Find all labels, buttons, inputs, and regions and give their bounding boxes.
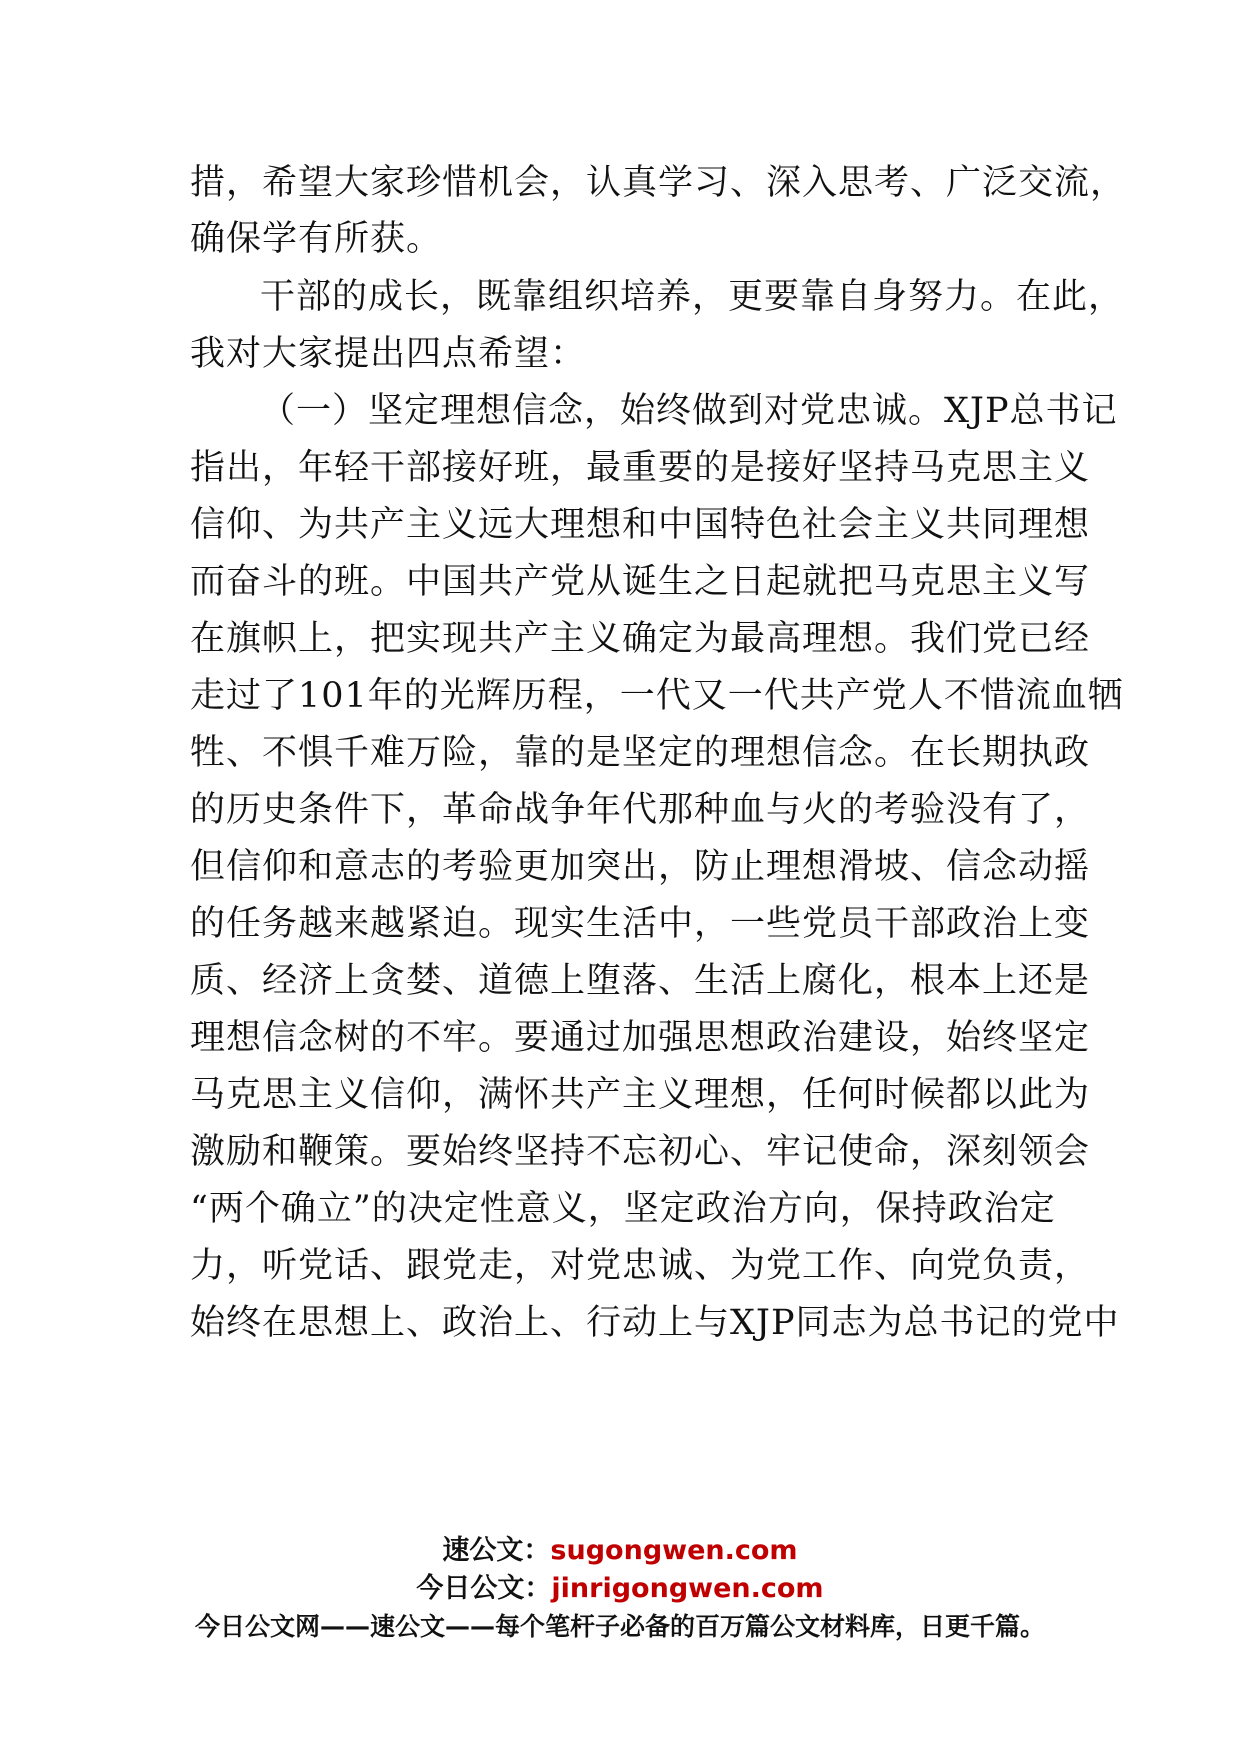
jinrigongwen-link[interactable]: jinrigongwen.com bbox=[551, 1573, 824, 1604]
footer-label: 今日公文： bbox=[416, 1573, 552, 1604]
body-text-line: 信仰、为共产主义远大理想和中国特色社会主义共同理想 bbox=[190, 505, 1091, 545]
body-text-line: 确保学有所获。 bbox=[190, 219, 443, 259]
body-text-line: 牲、不惧千难万险，靠的是坚定的理想信念。在长期执政 bbox=[190, 733, 1091, 773]
footer-sugongwen bbox=[0, 1532, 1240, 1570]
footer-label: 速公文： bbox=[442, 1535, 551, 1566]
body-text-line: 力，听党话、跟党走，对党忠诚、为党工作、向党负责， bbox=[190, 1246, 1091, 1286]
sugongwen-link[interactable]: sugongwen.com bbox=[550, 1535, 798, 1566]
body-text-line: 理想信念树的不牢。要通过加强思想政治建设，始终坚定 bbox=[190, 1018, 1091, 1058]
footer-tagline: 今日公文网——速公文——每个笔杆子必备的百万篇公文材料库，日更千篇。 bbox=[194, 1612, 1045, 1641]
footer-jinrigongwen bbox=[0, 1570, 1240, 1608]
body-text-line: 而奋斗的班。中国共产党从诞生之日起就把马克思主义写 bbox=[190, 562, 1091, 602]
body-text-line: 我对大家提出四点希望： bbox=[190, 334, 587, 374]
body-text-line: 的历史条件下，革命战争年代那种血与火的考验没有了， bbox=[190, 790, 1091, 830]
body-text-line: 马克思主义信仰，满怀共产主义理想，任何时候都以此为 bbox=[190, 1075, 1091, 1115]
body-text-line: 激励和鞭策。要始终坚持不忘初心、牢记使命，深刻领会 bbox=[190, 1132, 1091, 1172]
section-heading-line: （一）坚定理想信念，始终做到对党忠诚。XJP总书记 bbox=[260, 391, 1118, 431]
page-footer bbox=[0, 1532, 1240, 1646]
body-text-line: 始终在思想上、政治上、行动上与XJP同志为总书记的党中 bbox=[190, 1303, 1120, 1343]
paragraph-start-line: 干部的成长，既靠组织培养，更要靠自身努力。在此， bbox=[260, 277, 1125, 317]
body-text-line: “两个确立”的决定性意义，坚定政治方向，保持政治定 bbox=[190, 1189, 1056, 1229]
body-text-line: 但信仰和意志的考验更加突出，防止理想滑坡、信念动摇 bbox=[190, 847, 1091, 887]
body-text-line: 措，希望大家珍惜机会，认真学习、深入思考、广泛交流， bbox=[190, 163, 1127, 203]
body-text-line: 的任务越来越紧迫。现实生活中，一些党员干部政治上变 bbox=[190, 904, 1091, 944]
body-text-line: 在旗帜上，把实现共产主义确定为最高理想。我们党已经 bbox=[190, 619, 1091, 659]
body-text-line: 走过了101年的光辉历程，一代又一代共产党人不惜流血牺 bbox=[190, 676, 1124, 716]
body-text-line: 指出，年轻干部接好班，最重要的是接好坚持马克思主义 bbox=[190, 448, 1091, 488]
body-text-line: 质、经济上贪婪、道德上堕落、生活上腐化，根本上还是 bbox=[190, 961, 1091, 1001]
